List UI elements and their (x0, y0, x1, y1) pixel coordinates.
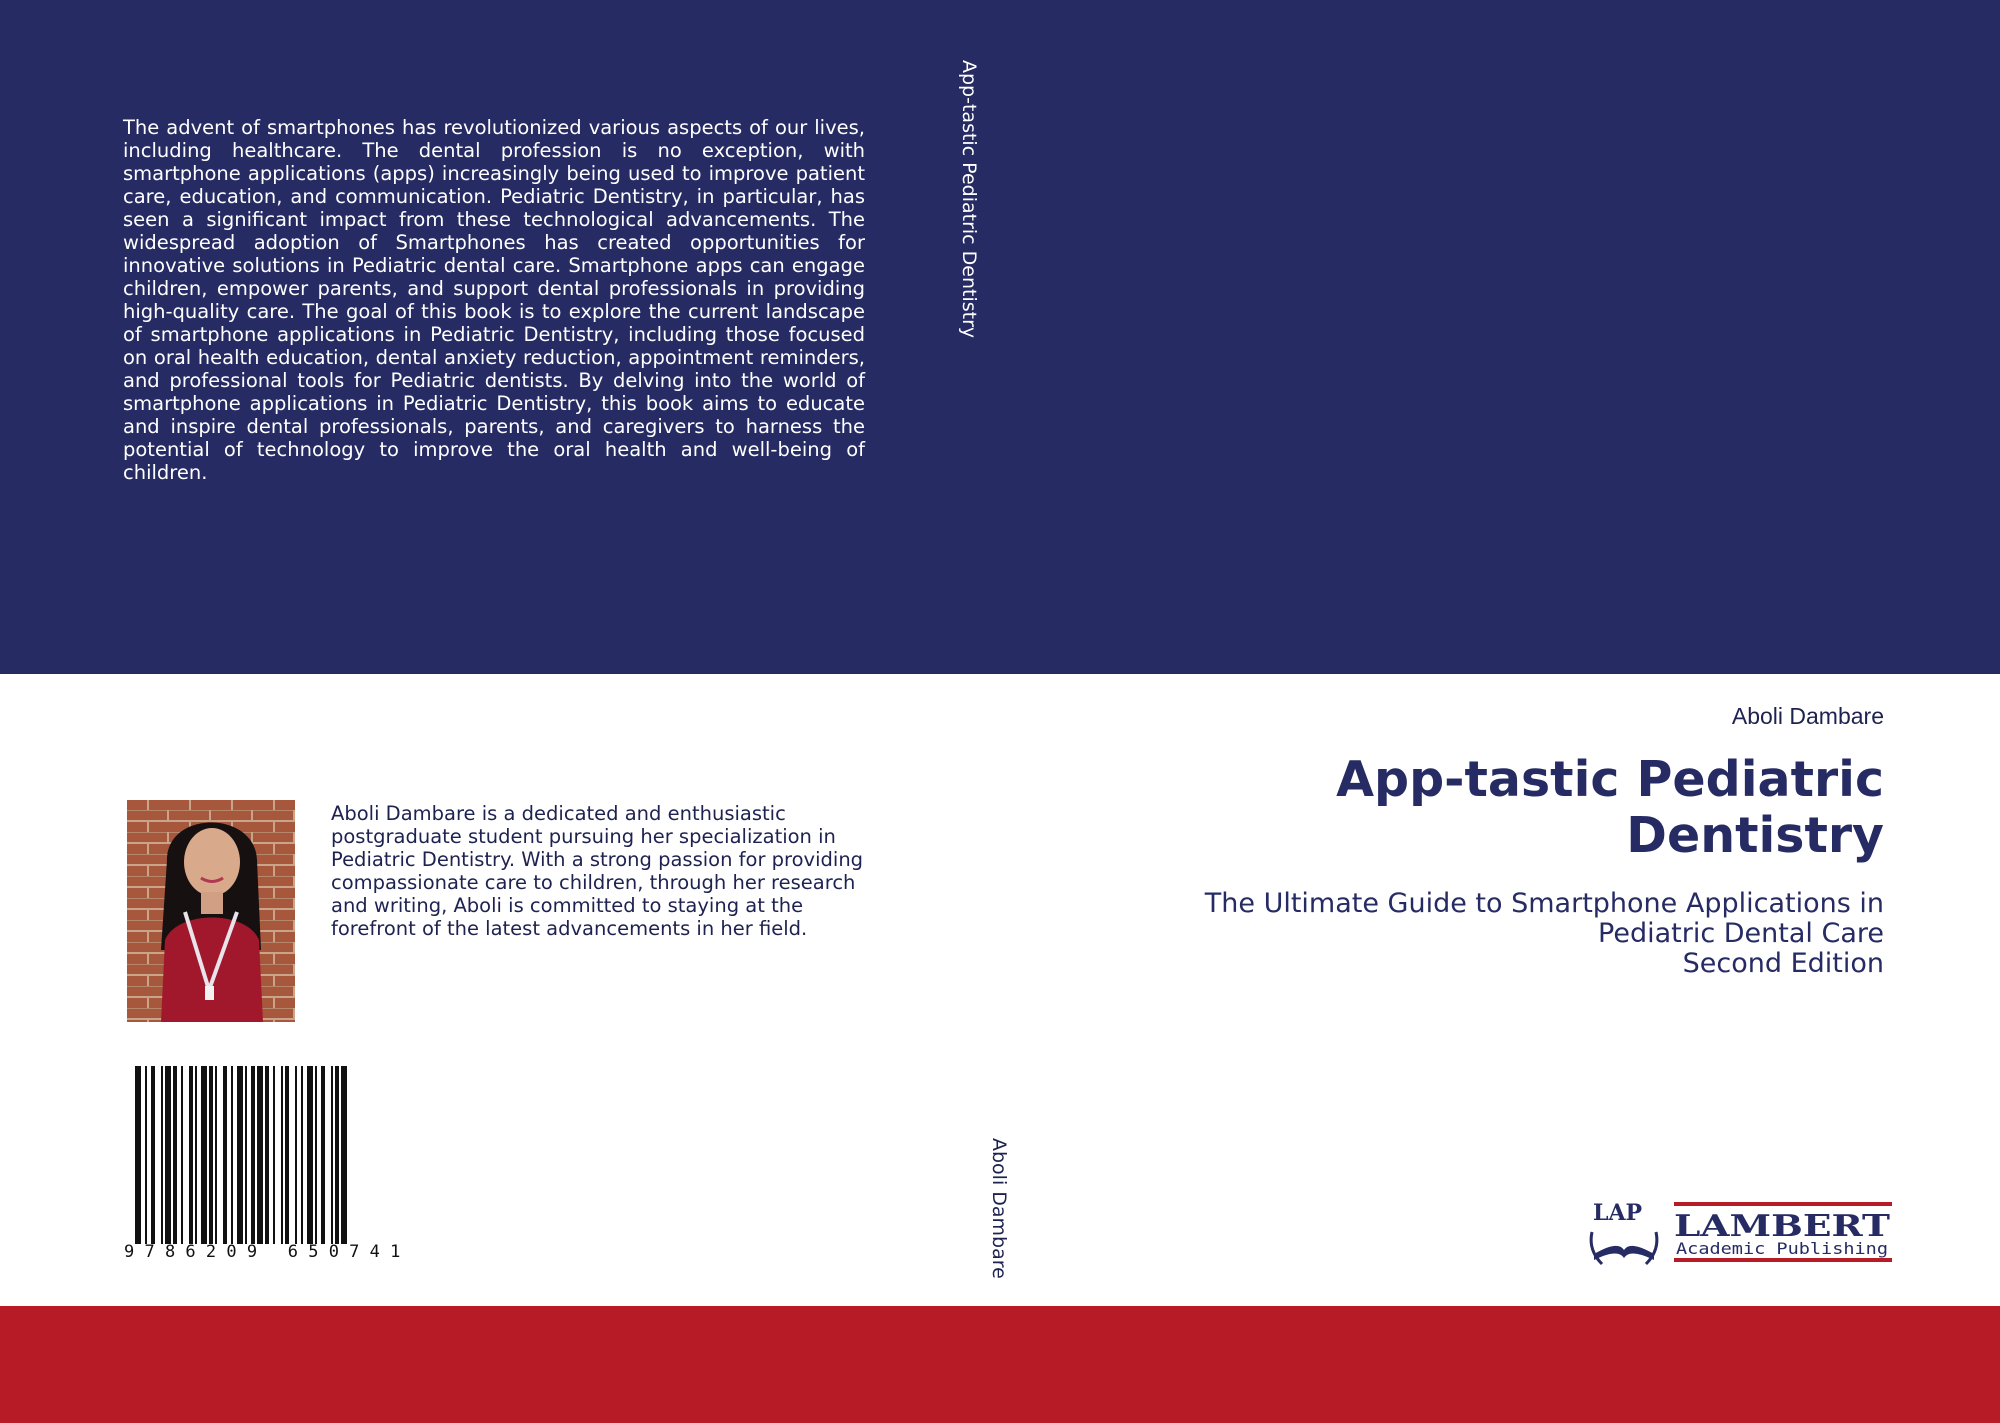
barcode-bar (151, 1066, 155, 1244)
author-photo (127, 800, 295, 1022)
publisher-logo (1588, 1196, 1894, 1272)
barcode-bar (301, 1066, 303, 1244)
barcode-bar (273, 1066, 275, 1244)
barcode-bar (321, 1066, 325, 1244)
author-portrait-image (127, 800, 295, 1022)
publisher-name: LAMBERT (1674, 1209, 1891, 1244)
red-band (0, 1306, 2000, 1423)
barcode-bar (161, 1066, 163, 1244)
barcode-bar (341, 1066, 347, 1244)
lambert-logo-graphic (1588, 1196, 1894, 1272)
barcode-bar (173, 1066, 177, 1244)
barcode-bar (231, 1066, 233, 1244)
barcode-bar (245, 1066, 247, 1244)
book-subtitle (1124, 889, 1884, 979)
back-cover-blurb: The advent of smartphones has revolutionized various aspects of our lives, including healthcare. The dental profession is no exception, with smartphone applications (apps) increasingly being used to improve patient care, education, and communication. Pediatric Dentistry, in particular, has seen a significant impact from these technological advancements. The widespread adoption of Smartphones has created opportunities for innovative solutions in Pediatric dental care. Smartphone apps can engage children, empower parents, and support dental professionals in providing high-quality care. The goal of this book is to explore the current landscape of smartphone applications in Pediatric Dentistry, including those focused on oral health education, dental anxiety reduction, appointment reminders, and professional tools for Pediatric dentists. By delving into the world of smartphone applications in Pediatric Dentistry, this book aims to educate and inspire dental professionals, parents, and caregivers to harness the potential of technology to improve the oral health and well-being of children. (123, 116, 865, 484)
barcode-bar (209, 1066, 213, 1244)
subtitle-line: The Ultimate Guide to Smartphone Applications in (1204, 888, 1884, 919)
barcode-bar (135, 1066, 141, 1244)
barcode-bar (201, 1066, 207, 1244)
barcode-bar (251, 1066, 255, 1244)
author-bio: Aboli Dambare is a dedicated and enthusiastic postgraduate student pursuing her specialization in Pediatric Dentistry. With a strong passion for providing compassionate care to children, through her research and writing, Aboli is committed to staying at the forefront of the latest advancements in her field. (331, 802, 864, 940)
book-title: App-tastic Pediatric Dentistry (1336, 751, 1884, 864)
isbn-number: 9 7 8 6 2 0 9 6 5 0 7 4 1 (124, 1242, 401, 1262)
barcode-bar (181, 1066, 183, 1244)
front-author-name: Aboli Dambare (1731, 703, 1884, 729)
barcode-bar (315, 1066, 317, 1244)
barcode-bar (165, 1066, 171, 1244)
publisher-tagline: Academic Publishing (1676, 1239, 1888, 1258)
barcode-bar (237, 1066, 243, 1244)
publisher-monogram: LAP (1593, 1200, 1643, 1226)
barcode-bar (195, 1066, 197, 1244)
spine-title: App-tastic Pediatric Dentistry (958, 60, 980, 339)
barcode-bar (223, 1066, 227, 1244)
laurel-icon (1591, 1232, 1657, 1264)
barcode-bar (331, 1066, 333, 1244)
barcode-bar (215, 1066, 217, 1244)
barcode-bar (189, 1066, 193, 1244)
barcode-bar (257, 1066, 263, 1244)
barcode-bar (335, 1066, 339, 1244)
barcode-bar (265, 1066, 269, 1244)
open-book-icon (1594, 1246, 1654, 1260)
subtitle-line: Second Edition (1682, 948, 1884, 979)
barcode-bar (295, 1066, 297, 1244)
isbn-barcode (121, 1066, 451, 1262)
barcode-bar (281, 1066, 283, 1244)
barcode-graphic (121, 1066, 451, 1262)
subtitle-line: Pediatric Dental Care (1598, 918, 1884, 949)
barcode-bar (145, 1066, 147, 1244)
spine-author: Aboli Dambare (988, 1138, 1010, 1279)
barcode-bar (285, 1066, 289, 1244)
barcode-bar (307, 1066, 313, 1244)
